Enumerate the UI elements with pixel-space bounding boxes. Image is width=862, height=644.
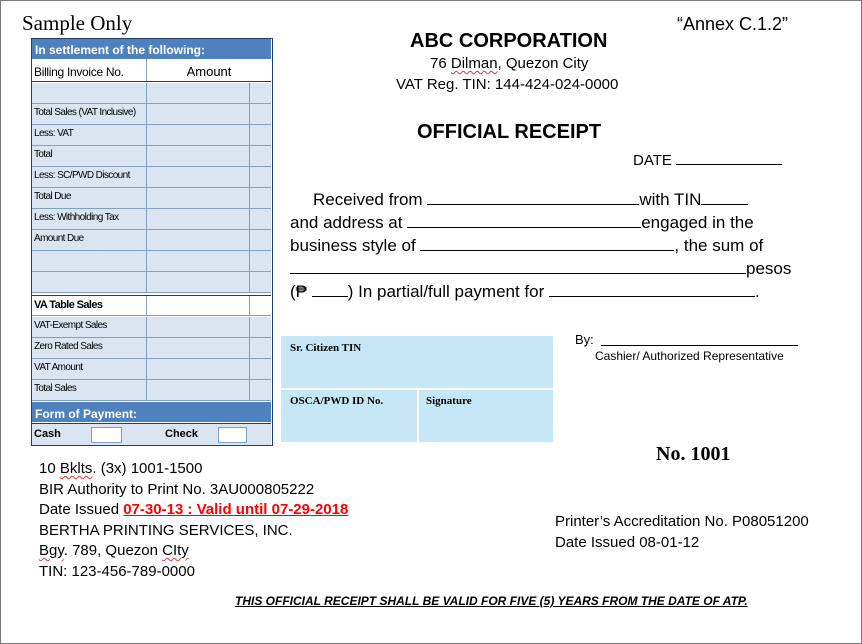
invoice-label: Less: SC/PWD Discount [32,167,147,187]
cash-checkbox[interactable] [91,427,122,443]
invoice-row [32,251,271,272]
vat-reg: VAT Reg. TIN: 144-424-024-0000 [396,76,619,93]
amount-words-blank[interactable] [290,259,746,274]
received-from-blank[interactable] [427,190,639,205]
engaged-label: engaged in the [641,213,754,232]
line-business [290,234,763,257]
vat-amount-cell[interactable] [147,317,250,337]
bir-authority: BIR Authority to Print No. 3AU000805222 [39,480,315,498]
invoice-amount-cell[interactable] [147,251,250,271]
tin-blank[interactable] [701,190,748,205]
date-label: DATE [633,152,672,169]
vat-label: Zero Rated Sales [32,338,147,358]
address-prefix: 76 [430,55,451,72]
address-street: Dilman [450,55,498,72]
vat-row [32,317,271,338]
vat-header: VA Table Sales [32,296,147,315]
check-label: Check [165,428,199,440]
invoice-label [32,272,147,292]
invoice-amount-cell[interactable] [147,125,250,145]
booklets-suffix: . (3x) 1001-1500 [92,460,203,477]
with-tin-label: with TIN [639,190,702,209]
invoice-label [32,251,147,271]
invoice-row [32,209,271,230]
vat-header-extra [250,296,271,315]
invoice-amount-cell[interactable] [147,230,250,250]
printer-name: BERTHA PRINTING SERVICES, INC. [39,521,293,539]
invoice-extra-cell[interactable] [250,104,271,124]
vat-header-row [32,295,271,316]
invoice-amount-cell[interactable] [147,209,250,229]
vat-row [32,380,271,401]
invoice-extra-cell[interactable] [250,146,271,166]
printer-info [39,459,348,582]
company-address [430,55,588,72]
accreditation-no: Printer’s Accreditation No. P08051200 [555,513,809,530]
payment-header: Form of Payment: [32,402,271,422]
invoice-label: Less: Withholding Tax [32,209,147,229]
invoice-label: Amount Due [32,230,147,250]
invoice-amount-cell[interactable] [147,146,250,166]
booklets-line [39,459,348,480]
invoice-row [32,146,271,167]
address-mid: . 789, Quezon [63,542,163,559]
vat-amount-cell[interactable] [147,359,250,379]
address-blank[interactable] [407,213,641,228]
vat-amount-cell[interactable] [147,338,250,358]
col-amount-header: Amount [147,59,271,81]
sample-label: Sample Only [22,11,133,35]
sr-citizen-tin-label: Sr. Citizen TIN [290,342,362,354]
signature-box[interactable] [419,390,553,442]
accreditation-date: Date Issued 08-01-12 [555,534,700,551]
vat-amount-cell[interactable] [147,380,250,400]
date-field [633,152,782,169]
date-issued-prefix: Date Issued [39,501,124,518]
annex-label: “Annex C.1.2” [677,14,789,34]
vat-extra-cell[interactable] [250,359,271,379]
address-label: and address at [290,213,403,232]
column-header-row [32,59,271,82]
vat-extra-cell[interactable] [250,317,271,337]
printer-tin: TIN: 123-456-789-0000 [39,562,195,580]
payment-for-blank[interactable] [549,282,755,297]
address-suffix: , Quezon City [497,55,589,72]
invoice-extra-cell[interactable] [250,230,271,250]
invoice-row [32,125,271,146]
invoice-row [32,230,271,251]
settlement-header: In settlement of the following: [32,39,271,59]
address-bgy: Bgy [39,542,64,559]
vat-row [32,338,271,359]
invoice-row [32,167,271,188]
invoice-label: Total [32,146,147,166]
cashier-label: Cashier/ Authorized Representative [595,349,784,363]
pesos-label: pesos [746,259,792,278]
receipt-number: No. 1001 [656,443,731,465]
vat-label: VAT-Exempt Sales [32,317,147,337]
sr-citizen-tin-box[interactable] [281,336,553,388]
invoice-extra-cell[interactable] [250,209,271,229]
invoice-amount-cell[interactable] [147,167,250,187]
business-style-blank[interactable] [420,236,674,251]
line-received [313,188,748,211]
invoice-amount-cell[interactable] [147,272,250,292]
signature-label: Signature [426,395,472,407]
booklets-word: Bklts [59,460,93,477]
booklets-prefix: 10 [39,460,60,477]
date-blank[interactable] [676,152,782,165]
vat-row [32,359,271,380]
address-city: CIty [162,542,189,559]
invoice-extra-cell[interactable] [250,188,271,208]
by-label: By: [575,332,594,347]
period: . [755,282,760,301]
cash-label: Cash [34,428,61,440]
peso-sign: (₱ [290,282,307,301]
invoice-row [32,272,271,293]
col-invoice-header: Billing Invoice No. [32,59,147,81]
invoice-extra-cell[interactable] [250,167,271,187]
invoice-extra-cell[interactable] [250,83,271,103]
received-from-label: Received from [313,190,423,209]
vat-extra-cell[interactable] [250,338,271,358]
invoice-amount-cell[interactable] [147,104,250,124]
cashier-signature-line[interactable] [601,345,798,346]
business-style-label: business style of [290,236,416,255]
osca-pwd-box[interactable] [281,390,417,442]
accreditation-block [555,511,809,553]
vat-header-amount [147,296,250,315]
invoice-label: Total Sales (VAT Inclusive) [32,104,147,124]
settlement-table [31,38,273,446]
company-name: ABC CORPORATION [410,30,608,52]
line-payment [290,280,760,303]
document-title: OFFICIAL RECEIPT [417,121,602,143]
amount-figure-blank[interactable] [312,282,348,297]
date-issued-line [39,500,348,521]
osca-pwd-label: OSCA/PWD ID No. [290,395,384,407]
invoice-row [32,83,271,104]
sum-of-label: , the sum of [674,236,764,255]
line-address [290,211,754,234]
invoice-extra-cell[interactable] [250,251,271,271]
invoice-row [32,104,271,125]
invoice-label [32,83,147,103]
validity-disclaimer: THIS OFFICIAL RECEIPT SHALL BE VALID FOR FIVE (5) YEARS FROM THE DATE OF ATP. [235,594,748,608]
invoice-extra-cell[interactable] [250,272,271,292]
vat-label: VAT Amount [32,359,147,379]
payment-row [32,423,271,445]
invoice-row [32,188,271,209]
partial-payment-label: ) In partial/full payment for [347,282,545,301]
invoice-extra-cell[interactable] [250,125,271,145]
invoice-amount-cell[interactable] [147,83,250,103]
line-pesos [290,257,791,280]
invoice-label: Total Due [32,188,147,208]
invoice-label: Less: VAT [32,125,147,145]
vat-extra-cell[interactable] [250,380,271,400]
validity-text: 07-30-13 : Valid until 07-29-2018 [123,501,349,518]
invoice-amount-cell[interactable] [147,188,250,208]
vat-label: Total Sales [32,380,147,400]
check-checkbox[interactable] [218,427,247,443]
printer-address [39,541,348,562]
